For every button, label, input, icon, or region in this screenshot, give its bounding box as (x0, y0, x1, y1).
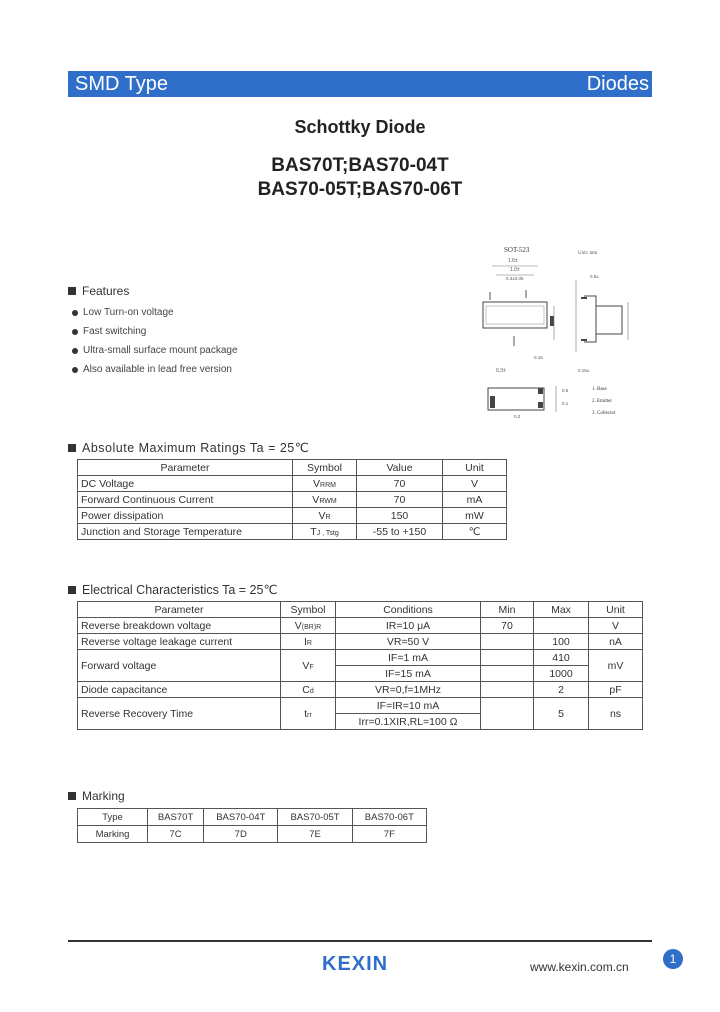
list-item (72, 303, 238, 322)
bullet-square-icon (68, 287, 76, 295)
max-cell: 5 (534, 698, 589, 730)
condition-cell: IF=15 mA (336, 666, 481, 682)
symbol-main: I (304, 635, 307, 648)
bullet-square-icon (68, 586, 76, 594)
table-row (78, 618, 643, 634)
value-cell: 70 (357, 492, 443, 508)
features-title: Features (82, 284, 130, 298)
condition-cell: IF=IR=10 mA (336, 698, 481, 714)
symbol-sub: R (306, 639, 312, 647)
header-cell: Symbol (281, 602, 336, 618)
table-row (78, 476, 507, 492)
symbol-sub: rr (307, 711, 312, 719)
param-cell: Junction and Storage Temperature (78, 524, 293, 540)
part-numbers-line2: BAS70-05T;BAS70-06T (257, 179, 463, 200)
elec-title: Electrical Characteristics Ta = 25℃ (82, 583, 278, 597)
symbol-sub: (BR)R (301, 623, 322, 631)
row-label-cell: Type (78, 809, 148, 826)
package-drawing (478, 240, 648, 430)
header-cell: Parameter (78, 602, 281, 618)
marking-cell: 7D (204, 826, 278, 843)
symbol-main: V (294, 619, 302, 632)
features-heading (68, 284, 129, 298)
table-row (78, 492, 507, 508)
symbol-cell (293, 476, 357, 492)
max-cell: 410 (534, 650, 589, 666)
symbol-sub: J , Tstg (316, 529, 339, 537)
bullet-square-icon (68, 792, 76, 800)
param-cell: Diode capacitance (78, 682, 281, 698)
marking-title: Marking (82, 789, 125, 803)
symbol-cell (293, 508, 357, 524)
unit-cell: mV (589, 650, 643, 682)
table-header-row (78, 602, 643, 618)
unit-cell: ns (589, 698, 643, 730)
feature-text: Low Turn-on voltage (83, 307, 174, 318)
page-number-badge: 1 (663, 949, 683, 969)
marking-cell: 7F (352, 826, 426, 843)
unit-cell: V (589, 618, 643, 634)
unit-cell: mA (443, 492, 507, 508)
symbol-sub: F (309, 663, 314, 671)
min-cell (481, 634, 534, 650)
pin-label: 1. Base (592, 387, 607, 392)
header-cell: Unit (443, 460, 507, 476)
header-cell: Min (481, 602, 534, 618)
type-cell: BAS70-04T (204, 809, 278, 826)
row-label-cell: Marking (78, 826, 148, 843)
param-cell: Forward voltage (78, 650, 281, 682)
dim-label: 0.3± (496, 368, 506, 374)
bullet-dot-icon (72, 310, 78, 316)
bullet-square-icon (68, 444, 76, 452)
unit-cell: V (443, 476, 507, 492)
symbol-main: V (313, 477, 321, 490)
abs-max-title: Absolute Maximum Ratings Ta = 25℃ (82, 441, 310, 455)
table-row (78, 826, 427, 843)
website-url[interactable]: www.kexin.com.cn (530, 960, 629, 974)
dim-label: 0.2 (514, 414, 521, 419)
marking-heading (68, 789, 125, 803)
value-cell: -55 to +150 (357, 524, 443, 540)
value-cell: 70 (357, 476, 443, 492)
symbol-cell (281, 618, 336, 634)
symbol-cell (281, 682, 336, 698)
table-header-row (78, 460, 507, 476)
table-row (78, 524, 507, 540)
symbol-sub: d (309, 687, 314, 695)
min-cell (481, 682, 534, 698)
type-cell: BAS70-06T (352, 809, 426, 826)
max-cell (534, 618, 589, 634)
bullet-dot-icon (72, 329, 78, 335)
marking-cell: 7E (278, 826, 352, 843)
symbol-cell (281, 650, 336, 682)
abs-max-table (77, 459, 507, 540)
package-unit: Unit: mm (578, 251, 598, 256)
condition-cell: IR=10 μA (336, 618, 481, 634)
dim-label: 0.5 (562, 388, 569, 393)
dim-label: 0.8± (590, 274, 599, 279)
unit-cell: mW (443, 508, 507, 524)
symbol-cell (293, 492, 357, 508)
pin-label: 2. Emitter (592, 399, 612, 404)
header-cell: Conditions (336, 602, 481, 618)
table-row (78, 698, 643, 714)
symbol-main: V (312, 493, 320, 506)
bullet-dot-icon (72, 348, 78, 354)
symbol-sub: RWM (319, 497, 337, 505)
param-cell: DC Voltage (78, 476, 293, 492)
page-title: Schottky Diode (294, 117, 426, 137)
header-cell: Parameter (78, 460, 293, 476)
dim-label: 1.6± (508, 258, 518, 264)
condition-cell: VR=50 V (336, 634, 481, 650)
symbol-main: C (302, 683, 310, 696)
symbol-main: t (304, 707, 308, 720)
company-logo: KEXIN (322, 953, 389, 975)
header-cell: Unit (589, 602, 643, 618)
part-numbers-line1: BAS70T;BAS70-04T (271, 155, 449, 176)
marking-cell: 7C (148, 826, 204, 843)
list-item (72, 341, 238, 360)
value-cell: 150 (357, 508, 443, 524)
package-outline-svg (478, 240, 648, 425)
param-cell: Reverse voltage leakage current (78, 634, 281, 650)
dim-label: 1.0± (510, 267, 520, 273)
header-cell: Max (534, 602, 589, 618)
min-cell (481, 650, 534, 666)
feature-text: Ultra-small surface mount package (83, 345, 238, 356)
footer-divider (68, 940, 652, 942)
package-name: SOT-523 (504, 246, 530, 254)
max-cell: 2 (534, 682, 589, 698)
condition-cell: VR=0,f=1MHz (336, 682, 481, 698)
elec-heading (68, 582, 277, 597)
table-row (78, 650, 643, 666)
symbol-cell (281, 634, 336, 650)
list-item (72, 322, 238, 341)
dim-label: 0.3±0.05 (506, 276, 524, 281)
header-cell: Value (357, 460, 443, 476)
condition-cell: IF=1 mA (336, 650, 481, 666)
param-cell: Reverse Recovery Time (78, 698, 281, 730)
param-cell: Power dissipation (78, 508, 293, 524)
unit-cell: nA (589, 634, 643, 650)
symbol-main: T (310, 525, 317, 538)
table-row (78, 508, 507, 524)
symbol-cell (281, 698, 336, 730)
table-row (78, 809, 427, 826)
header-cell: Symbol (293, 460, 357, 476)
max-cell: 100 (534, 634, 589, 650)
dim-label: 0.15 (534, 355, 543, 360)
min-cell: 70 (481, 618, 534, 634)
bullet-dot-icon (72, 367, 78, 373)
table-row (78, 634, 643, 650)
symbol-main: V (318, 509, 326, 522)
header-type: Diodes (586, 72, 649, 95)
max-cell: 1000 (534, 666, 589, 682)
marking-table (77, 808, 427, 843)
condition-cell: Irr=0.1XIR,RL=100 Ω (336, 714, 481, 730)
header-category: SMD Type (75, 72, 168, 95)
elec-table (77, 601, 643, 730)
symbol-main: V (302, 659, 310, 672)
symbol-cell (293, 524, 357, 540)
min-cell (481, 666, 534, 682)
type-cell: BAS70T (148, 809, 204, 826)
type-cell: BAS70-05T (278, 809, 352, 826)
list-item (72, 360, 238, 379)
abs-max-heading (68, 440, 309, 455)
unit-cell: ℃ (443, 524, 507, 540)
dim-label: 0.1 (562, 401, 569, 406)
symbol-sub: R (325, 513, 331, 521)
symbol-sub: RRM (320, 481, 336, 489)
param-cell: Reverse breakdown voltage (78, 618, 281, 634)
feature-text: Fast switching (83, 326, 147, 337)
header-bar (68, 71, 652, 97)
min-cell (481, 698, 534, 730)
unit-cell: pF (589, 682, 643, 698)
pin-label: 3. Collector (592, 411, 616, 416)
param-cell: Forward Continuous Current (78, 492, 293, 508)
table-row (78, 682, 643, 698)
feature-text: Also available in lead free version (83, 364, 232, 375)
features-list (72, 303, 238, 379)
dim-label: 0.15± (578, 368, 590, 373)
